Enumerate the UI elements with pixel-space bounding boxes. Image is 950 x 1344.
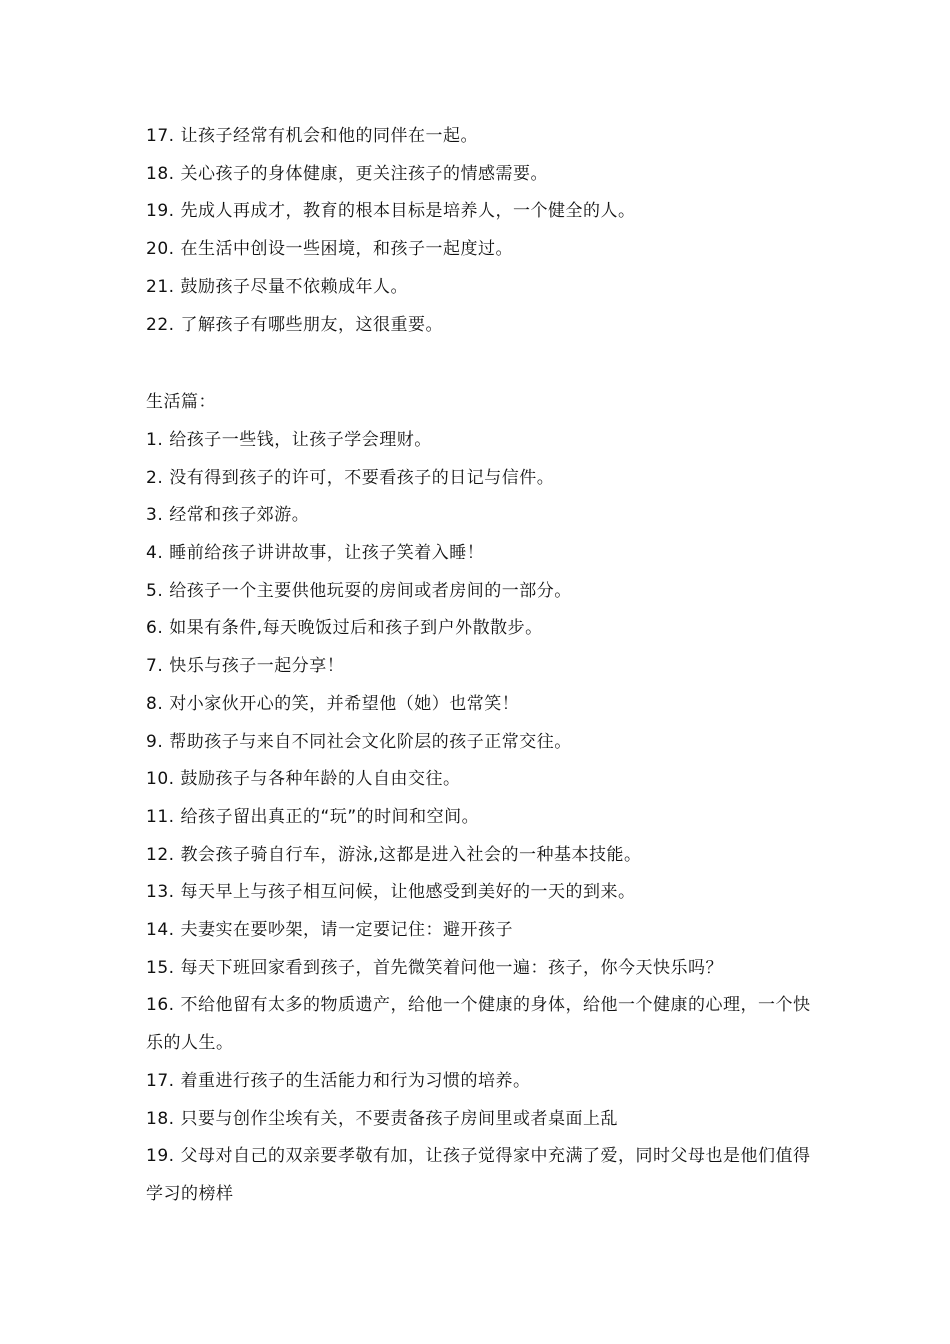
list-item bbox=[146, 837, 816, 875]
item-text: 给孩子一个主要供他玩耍的房间或者房间的一部分。 bbox=[169, 580, 572, 601]
list-item bbox=[146, 460, 816, 498]
list-item bbox=[146, 724, 816, 762]
item-number: 10. bbox=[146, 769, 175, 790]
list-item bbox=[146, 269, 816, 307]
item-text: 给孩子一些钱，让孩子学会理财。 bbox=[169, 429, 432, 450]
item-text: 鼓励孩子与各种年龄的人自由交往。 bbox=[180, 769, 461, 790]
item-text: 不给他留有太多的物质遗产，给他一个健康的身体，给他一个健康的心理，一个快乐的人生。 bbox=[146, 995, 811, 1054]
list-item bbox=[146, 193, 816, 231]
item-number: 11. bbox=[146, 806, 175, 827]
item-text: 父母对自己的双亲要孝敬有加，让孩子觉得家中充满了爱，同时父母也是他们值得学习的榜样 bbox=[146, 1146, 811, 1204]
list-item bbox=[146, 648, 816, 686]
item-number: 21. bbox=[146, 276, 175, 297]
list-item bbox=[146, 912, 816, 950]
list-item bbox=[146, 987, 816, 1062]
list-item bbox=[146, 497, 816, 535]
item-text: 先成人再成才，教育的根本目标是培养人，一个健全的人。 bbox=[180, 201, 636, 222]
list-item bbox=[146, 573, 816, 611]
item-number: 19. bbox=[146, 201, 175, 222]
list-item bbox=[146, 422, 816, 460]
item-text: 每天早上与孩子相互问候，让他感受到美好的一天的到来。 bbox=[180, 882, 636, 903]
item-text: 帮助孩子与来自不同社会文化阶层的孩子正常交往。 bbox=[169, 731, 572, 752]
item-number: 2. bbox=[146, 467, 164, 488]
list-item bbox=[146, 156, 816, 194]
item-text: 每天下班回家看到孩子，首先微笑着问他一遍：孩子，你今天快乐吗？ bbox=[180, 957, 724, 978]
item-text: 经常和孩子郊游。 bbox=[169, 505, 310, 526]
list-item bbox=[146, 535, 816, 573]
list-item bbox=[146, 761, 816, 799]
item-number: 5. bbox=[146, 580, 164, 601]
item-text: 给孩子留出真正的“玩”的时间和空间。 bbox=[180, 806, 480, 827]
item-number: 13. bbox=[146, 882, 175, 903]
list-item bbox=[146, 686, 816, 724]
item-text: 快乐与孩子一起分享！ bbox=[169, 656, 345, 677]
item-text: 在生活中创设一些困境，和孩子一起度过。 bbox=[180, 239, 514, 260]
item-number: 4. bbox=[146, 543, 164, 564]
item-number: 6. bbox=[146, 618, 164, 639]
list-section-1 bbox=[146, 118, 816, 344]
list-item bbox=[146, 950, 816, 988]
item-number: 8. bbox=[146, 693, 164, 714]
item-text: 着重进行孩子的生活能力和行为习惯的培养。 bbox=[180, 1070, 531, 1091]
item-number: 18. bbox=[146, 163, 175, 184]
item-text: 了解孩子有哪些朋友，这很重要。 bbox=[180, 314, 444, 335]
item-number: 1. bbox=[146, 429, 164, 450]
item-number: 14. bbox=[146, 920, 175, 941]
item-number: 12. bbox=[146, 844, 175, 865]
item-number: 7. bbox=[146, 656, 164, 677]
section-title: 生活篇： bbox=[146, 392, 216, 413]
list-item bbox=[146, 1138, 816, 1213]
item-text: 夫妻实在要吵架，请一定要记住：避开孩子 bbox=[180, 920, 514, 941]
item-number: 22. bbox=[146, 314, 175, 335]
item-number: 17. bbox=[146, 1070, 175, 1091]
list-item bbox=[146, 610, 816, 648]
item-number: 19. bbox=[146, 1146, 175, 1167]
item-number: 17. bbox=[146, 126, 175, 146]
item-text: 对小家伙开心的笑，并希望他（她）也常笑！ bbox=[169, 693, 520, 714]
document-page bbox=[146, 118, 816, 1214]
item-number: 20. bbox=[146, 239, 175, 260]
list-item bbox=[146, 1101, 816, 1139]
item-number: 9. bbox=[146, 731, 164, 752]
item-text: 没有得到孩子的许可，不要看孩子的日记与信件。 bbox=[169, 467, 555, 488]
item-number: 18. bbox=[146, 1108, 175, 1129]
item-number: 3. bbox=[146, 505, 164, 526]
list-item bbox=[146, 231, 816, 269]
list-item bbox=[146, 799, 816, 837]
item-text: 关心孩子的身体健康，更关注孩子的情感需要。 bbox=[180, 163, 549, 184]
item-text: 只要与创作尘埃有关，不要责备孩子房间里或者桌面上乱 bbox=[180, 1108, 619, 1129]
item-text: 教会孩子骑自行车，游泳,这都是进入社会的一种基本技能。 bbox=[180, 844, 642, 865]
item-number: 15. bbox=[146, 957, 175, 978]
item-text: 让孩子经常有机会和他的同伴在一起。 bbox=[180, 126, 479, 146]
list-item bbox=[146, 874, 816, 912]
list-item bbox=[146, 118, 816, 156]
item-number: 16. bbox=[146, 995, 175, 1016]
list-item bbox=[146, 307, 816, 345]
item-text: 鼓励孩子尽量不依赖成年人。 bbox=[180, 276, 409, 297]
item-text: 如果有条件,每天晚饭过后和孩子到户外散散步。 bbox=[169, 618, 543, 639]
section-spacer bbox=[146, 344, 816, 384]
list-section-2 bbox=[146, 422, 816, 1214]
list-item bbox=[146, 1063, 816, 1101]
item-text: 睡前给孩子讲讲故事，让孩子笑着入睡！ bbox=[169, 543, 485, 564]
